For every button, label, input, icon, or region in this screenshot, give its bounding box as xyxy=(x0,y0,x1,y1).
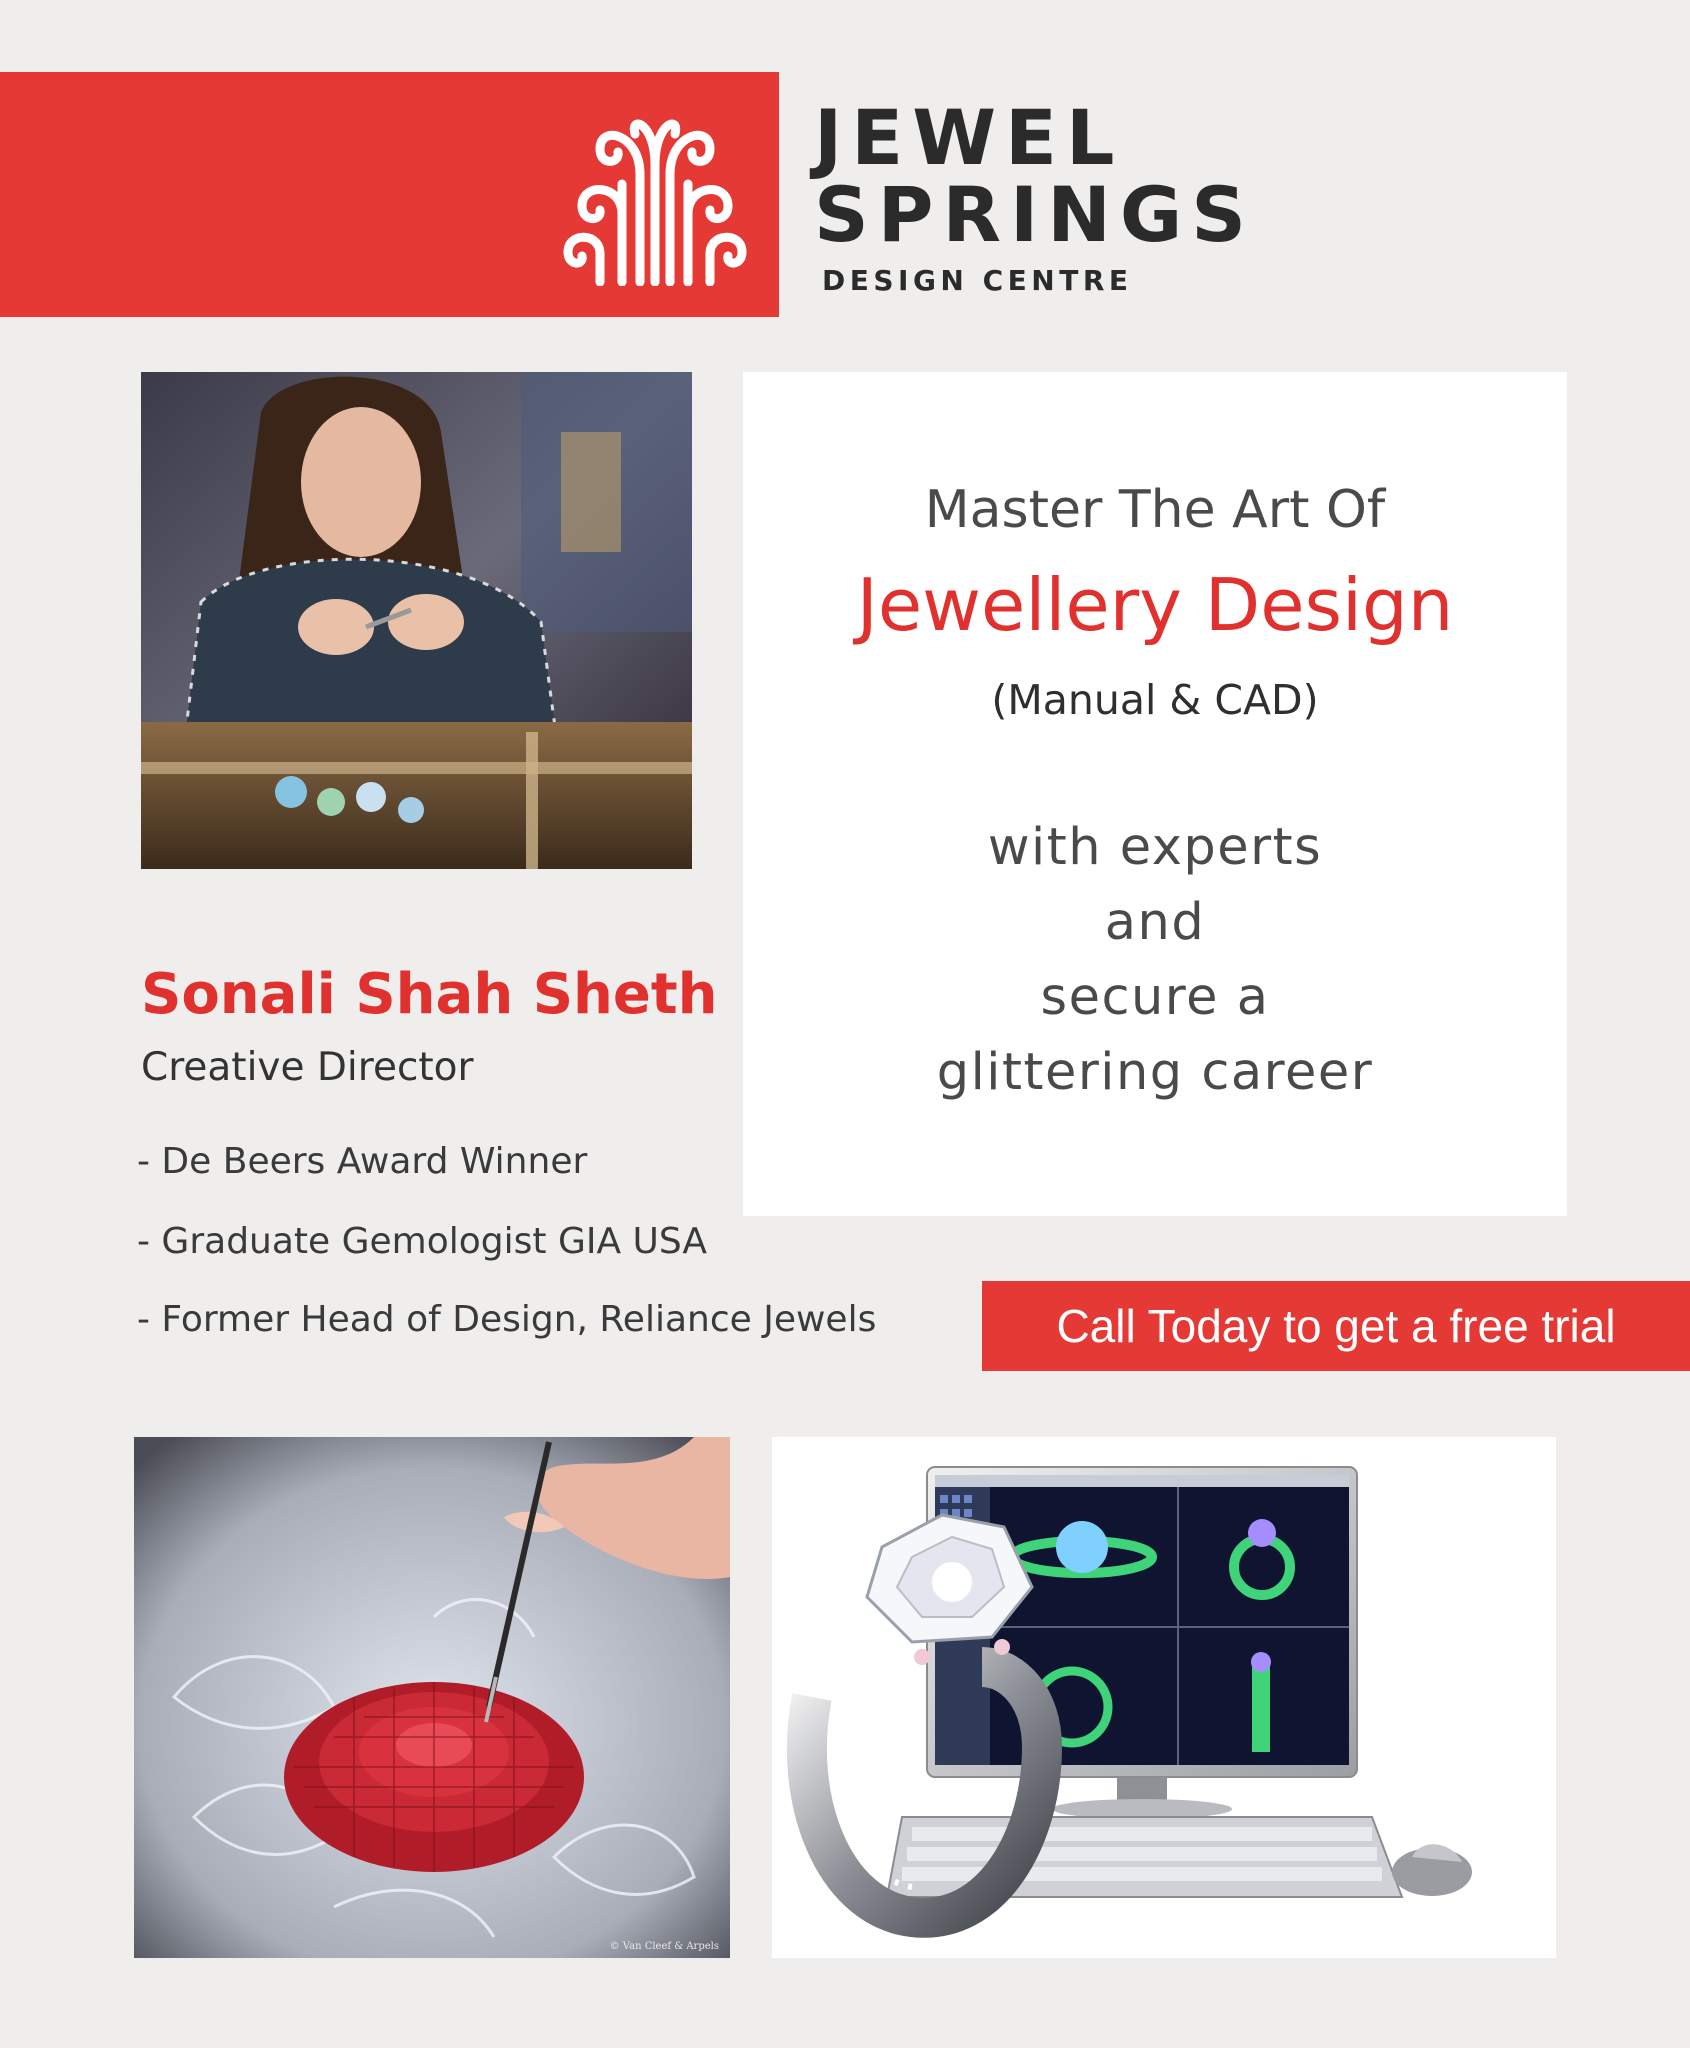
credential-item: - Graduate Gemologist GIA USA xyxy=(137,1221,708,1262)
brand-name-line1: JEWEL xyxy=(814,93,1124,182)
person-role: Creative Director xyxy=(141,1045,474,1090)
promo-headline-sub: (Manual & CAD) xyxy=(991,676,1319,724)
rose-sketch-photo xyxy=(134,1437,730,1958)
tagline-line: with experts xyxy=(987,818,1323,877)
person-name: Sonali Shah Sheth xyxy=(141,962,718,1027)
call-today-button[interactable]: Call Today to get a free trial xyxy=(982,1281,1690,1371)
credential-item: - Former Head of Design, Reliance Jewels xyxy=(137,1299,877,1340)
tagline-line: glittering career xyxy=(936,1043,1374,1102)
tagline-line: and xyxy=(1104,893,1206,952)
cad-ring-photo xyxy=(772,1437,1556,1958)
brand-name-line2: SPRINGS xyxy=(814,170,1255,259)
brand-subtitle: DESIGN CENTRE xyxy=(822,264,1133,297)
fountain-scroll-logo-icon xyxy=(560,104,750,286)
promo-tagline xyxy=(743,810,1567,1110)
promo-headline-pre: Master The Art Of xyxy=(924,480,1386,540)
image-credit: © Van Cleef & Arpels xyxy=(609,1941,719,1952)
promo-headline-main: Jewellery Design xyxy=(856,563,1454,647)
promo-card xyxy=(743,372,1567,1216)
artisan-photo xyxy=(141,372,692,869)
credential-item: - De Beers Award Winner xyxy=(137,1141,588,1182)
tagline-line: secure a xyxy=(1040,968,1270,1027)
